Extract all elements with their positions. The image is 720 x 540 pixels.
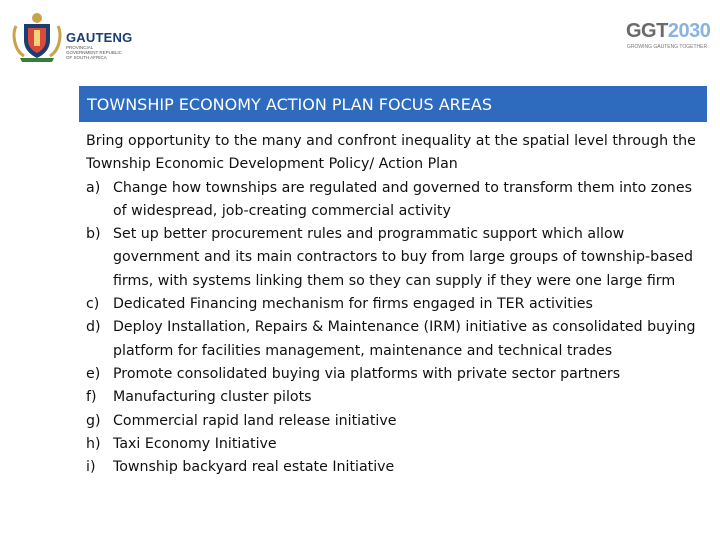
list-marker: e) (86, 365, 101, 382)
list-marker: i) (86, 459, 96, 476)
list-marker: h) (86, 435, 101, 452)
intro-paragraph: Bring opportunity to the many and confront inequality at the spatial level through the Township Economic Development Policy/ Action Plan (86, 133, 696, 173)
list-item-text: Dedicated Financing mechanism for firms engaged in TER activities (113, 296, 593, 313)
list-item-text: Change how townships are regulated and governed to transform them into zones of widespread, job-creating commercial activity (113, 179, 693, 219)
list-item (86, 223, 696, 293)
gauteng-logo (8, 8, 133, 70)
list-marker: d) (86, 319, 101, 336)
ggt2030-wordmark (626, 20, 710, 43)
slide-body (86, 130, 696, 479)
list-item (86, 316, 696, 363)
list-item-text: Manufacturing cluster pilots (113, 389, 312, 406)
list-marker: f) (86, 389, 97, 406)
list-item (86, 386, 696, 409)
list-marker: a) (86, 179, 101, 196)
gauteng-wordmark: GAUTENG (66, 30, 133, 45)
list-item-text: Commercial rapid land release initiative (113, 412, 397, 429)
list-item (86, 293, 696, 316)
list-item-text: Set up better procurement rules and programmatic support which allow government and its main contractors to buy from large groups of township-based firms, with systems linking them so they can supply if they were one large firm (113, 226, 693, 289)
title-bar (79, 86, 707, 122)
focus-area-list (86, 177, 696, 480)
list-item-text: Promote consolidated buying via platforms with private sector partners (113, 365, 621, 382)
coat-of-arms-icon (10, 10, 64, 64)
slide-title: TOWNSHIP ECONOMY ACTION PLAN FOCUS AREAS (87, 94, 492, 114)
list-item (86, 433, 696, 456)
gauteng-subtitle: PROVINCIAL GOVERNMENT REPUBLIC OF SOUTH AFRICA (66, 45, 122, 60)
ggt2030-logo (620, 20, 710, 60)
ggt2030-tagline: GROWING GAUTENG TOGETHER (627, 44, 708, 50)
list-item (86, 177, 696, 224)
list-marker: b) (86, 226, 101, 243)
ggt-year: 2030 (667, 20, 711, 42)
list-marker: g) (86, 412, 101, 429)
list-item-text: Deploy Installation, Repairs & Maintenance (IRM) initiative as consolidated buying platform for facilities management, maintenance and technical trades (113, 319, 696, 359)
list-item-text: Taxi Economy Initiative (113, 435, 277, 452)
ggt-text: GGT (626, 20, 668, 42)
list-item (86, 456, 696, 479)
list-marker: c) (86, 296, 100, 313)
list-item (86, 410, 696, 433)
list-item-text: Township backyard real estate Initiative (113, 459, 395, 476)
list-item (86, 363, 696, 386)
